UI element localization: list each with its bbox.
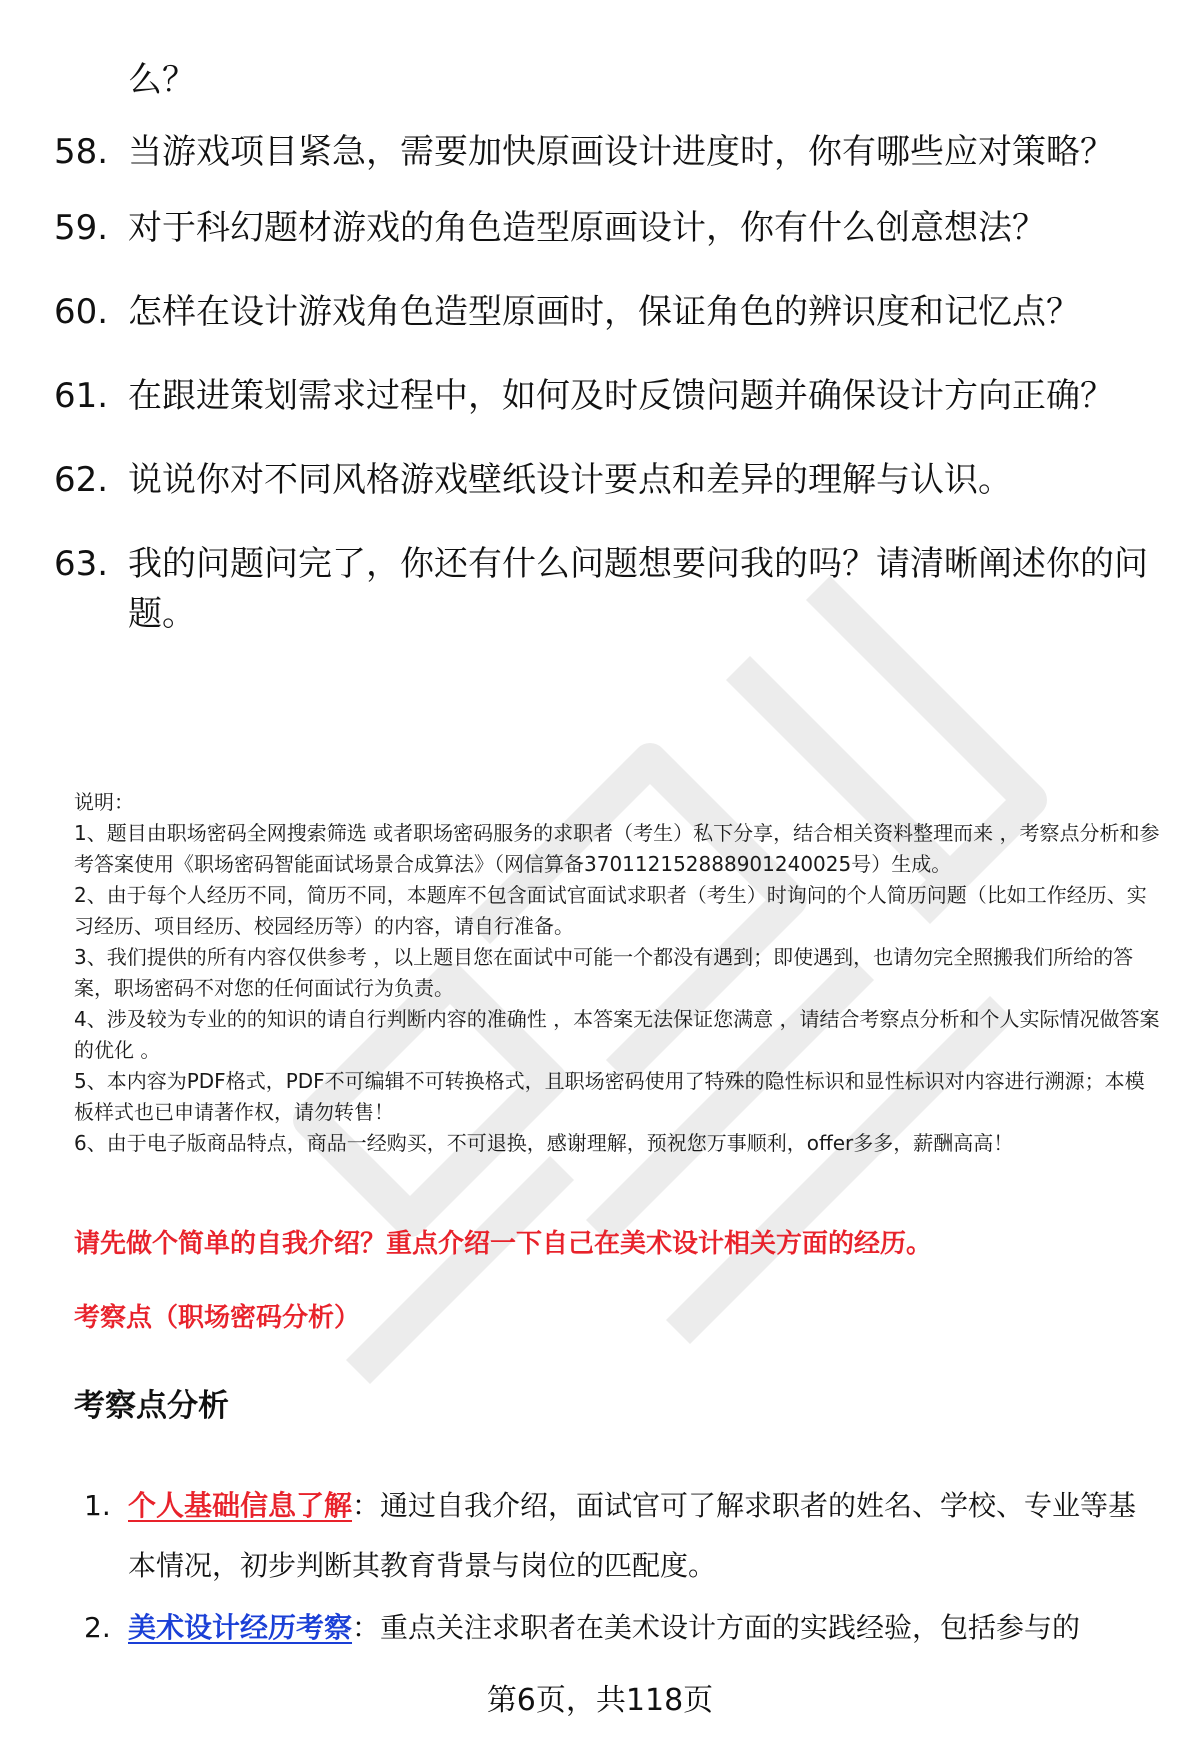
analysis-keyword: 个人基础信息了解 <box>128 1489 353 1522</box>
question-item <box>54 203 1154 253</box>
question-number: 62. <box>54 460 109 500</box>
note-item: 3、我们提供的所有内容仅供参考 ，以上题目您在面试中可能一个都没有遇到；即使遇到，也请勿完全照搬我们所给的答案，职场密码不对您的任何面试行为负责。 <box>74 945 1134 1000</box>
disclaimer-notes <box>74 787 1160 1159</box>
question-number: 59. <box>54 208 109 248</box>
note-item: 1、题目由职场密码全网搜索筛选 或者职场密码服务的求职者（考生）私下分享，结合相关资料整理而来 ，考察点分析和参考答案使用《职场密码智能面试场景合成算法》（网信算备370112152888901240025号）生成。 <box>74 821 1160 876</box>
question-text: 在跟进策划需求过程中，如何及时反馈问题并确保设计方向正确？ <box>128 376 1114 416</box>
question-number: 63. <box>54 544 109 584</box>
question-text: 当游戏项目紧急，需要加快原画设计进度时，你有哪些应对策略？ <box>128 132 1114 172</box>
notes-title: 说明： <box>74 790 134 814</box>
analysis-heading: 考察点（职场密码分析） <box>74 1303 361 1333</box>
note-item: 6、由于电子版商品特点，商品一经购买，不可退换，感谢理解，预祝您万事顺利，offer多多，薪酬高高！ <box>74 1131 1014 1155</box>
analysis-text <box>128 1476 1144 1596</box>
question-number: 60. <box>54 292 109 332</box>
analysis-text <box>128 1598 1144 1658</box>
question-continuation: 么？ <box>128 60 196 100</box>
page-number: 第6页，共118页 <box>486 1683 714 1718</box>
question-item <box>54 455 1154 505</box>
question-item <box>54 539 1154 639</box>
question-text: 说说你对不同风格游戏壁纸设计要点和差异的理解与认识。 <box>128 460 1012 500</box>
question-item <box>54 371 1154 421</box>
question-item <box>54 287 1154 337</box>
current-question: 请先做个简单的自我介绍？重点介绍一下自己在美术设计相关方面的经历。 <box>74 1229 933 1259</box>
question-list <box>54 55 1154 639</box>
note-item: 4、涉及较为专业的的知识的请自行判断内容的准确性 ，本答案无法保证您满意 ，请结合考察点分析和个人实际情况做答案的优化 。 <box>74 1007 1160 1062</box>
question-number: 61. <box>54 376 109 416</box>
analysis-keyword: 美术设计经历考察 <box>128 1611 353 1644</box>
analysis-list <box>84 1476 1144 1658</box>
question-text: 我的问题问完了，你还有什么问题想要问我的吗？请清晰阐述你的问题。 <box>128 544 1148 634</box>
question-text: 怎样在设计游戏角色造型原画时，保证角色的辨识度和记忆点？ <box>128 292 1080 332</box>
note-item: 2、由于每个人经历不同，简历不同，本题库不包含面试官面试求职者（考生）时询问的个人简历问题（比如工作经历、实习经历、项目经历、校园经历等）的内容，请自行准备。 <box>74 883 1147 938</box>
analysis-number: 2. <box>84 1611 111 1644</box>
analysis-description: ：重点关注求职者在美术设计方面的实践经验，包括参与的 <box>352 1611 1081 1644</box>
analysis-item <box>84 1598 1144 1658</box>
question-number: 58. <box>54 132 109 172</box>
note-item: 5、本内容为PDF格式，PDF不可编辑不可转换格式，且职场密码使用了特殊的隐性标识和显性标识对内容进行溯源；本模板样式也已申请著作权，请勿转售！ <box>74 1069 1145 1124</box>
analysis-number: 1. <box>84 1489 111 1522</box>
analysis-item <box>84 1476 1144 1596</box>
question-item <box>54 127 1154 177</box>
question-text: 对于科幻题材游戏的角色造型原画设计，你有什么创意想法？ <box>128 208 1046 248</box>
analysis-title: 考察点分析 <box>74 1388 229 1424</box>
analysis-description: ：通过自我介绍，面试官可了解求职者的姓名、学校、专业等基本情况，初步判断其教育背景与岗位的匹配度。 <box>128 1489 1137 1582</box>
